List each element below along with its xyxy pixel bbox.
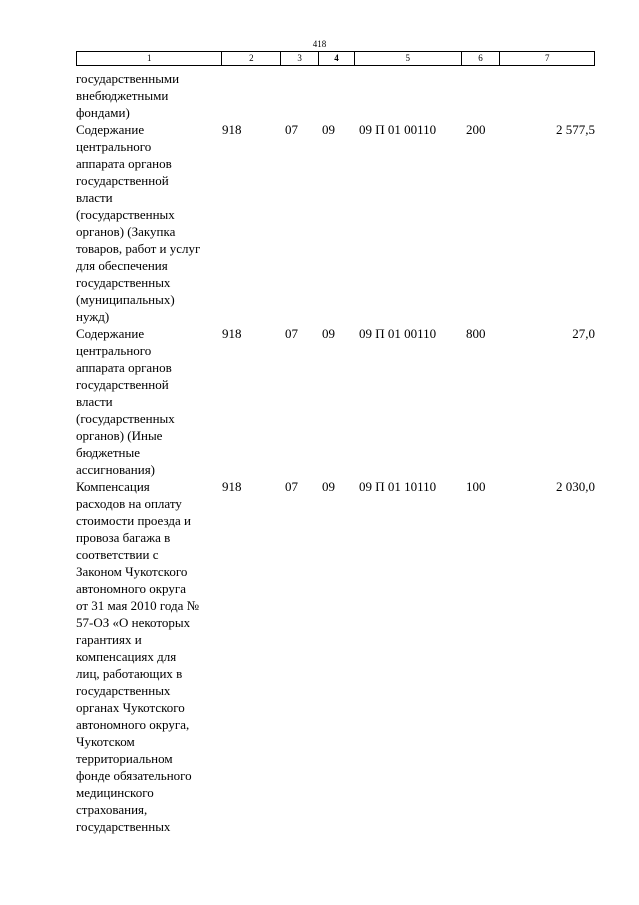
expense-name-line: аппарата органов <box>76 156 172 171</box>
ministry-code: 918 <box>222 326 242 341</box>
expense-name-line: власти <box>76 190 113 205</box>
expense-name-line: (государственных <box>76 411 175 426</box>
expense-name-line: компенсациях для <box>76 649 177 664</box>
expense-name-line: гарантиях и <box>76 632 142 647</box>
column-number-header <box>76 51 595 66</box>
expense-name-line: внебюджетными <box>76 88 169 103</box>
expense-type-code: 100 <box>466 479 486 494</box>
expense-name-line: медицинского <box>76 785 154 800</box>
expense-name-line: лиц, работающих в <box>76 666 183 681</box>
expense-name-line: государственных <box>76 275 171 290</box>
amount-value: 2 577,5 <box>556 122 595 137</box>
expense-name-line: соответствии с <box>76 547 159 562</box>
budget-table-body <box>76 70 595 835</box>
expense-name-line: территориальном <box>76 751 173 766</box>
expense-name <box>76 325 226 478</box>
target-article-code: 09 П 01 00110 <box>359 122 437 137</box>
expense-name-line: расходов на оплату <box>76 496 182 511</box>
section-code: 07 <box>285 326 298 341</box>
table-row <box>76 70 595 121</box>
expense-name-line: автономного округа, <box>76 717 190 732</box>
ministry-code: 918 <box>222 479 242 494</box>
table-row <box>76 478 595 835</box>
expense-type-code: 800 <box>466 326 486 341</box>
header-col-2: 2 <box>222 52 281 65</box>
amount-value: 2 030,0 <box>556 479 595 494</box>
header-col-7: 7 <box>544 53 550 63</box>
expense-name-line: Законом Чукотского <box>76 564 188 579</box>
expense-name-line: центрального <box>76 139 152 154</box>
subsection-code: 09 <box>322 479 335 494</box>
expense-name-line: ассигнования) <box>76 462 156 477</box>
page-number: 418 <box>312 39 327 49</box>
expense-name-line: 57-ОЗ «О некоторых <box>76 615 191 630</box>
expense-name-line: государственными <box>76 71 180 86</box>
expense-name-line: автономного округа <box>76 581 186 596</box>
subsection-code: 09 <box>322 122 335 137</box>
expense-name-line: от 31 мая 2010 года № <box>76 598 200 613</box>
expense-name-line: государственной <box>76 173 169 188</box>
section-code: 07 <box>285 122 298 137</box>
target-article-code: 09 П 01 10110 <box>359 479 437 494</box>
expense-name-line: государственной <box>76 377 169 392</box>
expense-name-line: (государственных <box>76 207 175 222</box>
expense-name-line: провоза багажа в <box>76 530 171 545</box>
expense-name <box>76 478 226 835</box>
expense-name-line: Компенсация <box>76 479 150 494</box>
expense-name <box>76 121 226 325</box>
expense-name-line: органах Чукотского <box>76 700 185 715</box>
expense-name-line: для обеспечения <box>76 258 168 273</box>
expense-name-line: органов) (Иные <box>76 428 163 443</box>
header-col-3: 3 <box>281 52 319 65</box>
header-col-4: 4 <box>319 52 355 65</box>
header-col-1: 1 <box>77 52 222 65</box>
expense-name-line: государственных <box>76 819 171 834</box>
header-col-6: 6 <box>462 52 501 65</box>
expense-name <box>76 70 226 121</box>
expense-name-line: бюджетные <box>76 445 141 460</box>
expense-name-line: стоимости проезда и <box>76 513 191 528</box>
table-row <box>76 325 595 478</box>
expense-name-line: органов) (Закупка <box>76 224 176 239</box>
amount-value: 27,0 <box>572 326 595 341</box>
expense-name-line: аппарата органов <box>76 360 172 375</box>
section-code: 07 <box>285 479 298 494</box>
table-row <box>76 121 595 325</box>
header-col-5: 5 <box>355 52 462 65</box>
expense-name-line: (муниципальных) <box>76 292 175 307</box>
expense-name-line: Содержание <box>76 326 145 341</box>
expense-type-code: 200 <box>466 122 486 137</box>
expense-name-line: фонде обязательного <box>76 768 192 783</box>
ministry-code: 918 <box>222 122 242 137</box>
target-article-code: 09 П 01 00110 <box>359 326 437 341</box>
expense-name-line: страхования, <box>76 802 148 817</box>
expense-name-line: Содержание <box>76 122 145 137</box>
subsection-code: 09 <box>322 326 335 341</box>
expense-name-line: фондами) <box>76 105 130 120</box>
expense-name-line: Чукотском <box>76 734 135 749</box>
expense-name-line: нужд) <box>76 309 110 324</box>
expense-name-line: государственных <box>76 683 171 698</box>
expense-name-line: товаров, работ и услуг <box>76 241 201 256</box>
expense-name-line: центрального <box>76 343 152 358</box>
expense-name-line: власти <box>76 394 113 409</box>
